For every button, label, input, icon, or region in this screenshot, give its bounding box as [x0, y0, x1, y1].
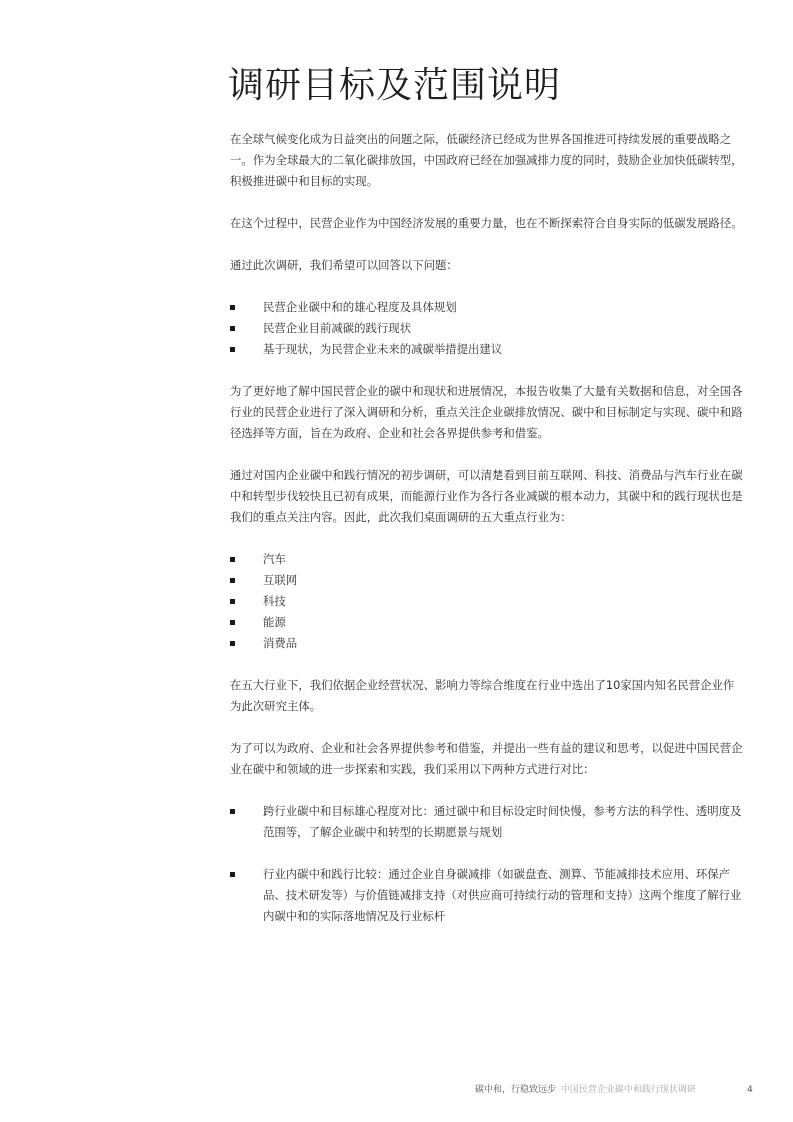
square-bullet-icon	[230, 872, 235, 877]
paragraph-intro-3: 通过此次调研，我们希望可以回答以下问题：	[230, 258, 458, 272]
list-item	[230, 570, 745, 591]
list-item	[230, 591, 745, 612]
list-item	[230, 633, 745, 654]
list-item	[230, 549, 745, 570]
paragraph-body-1: 为了更好地了解中国民营企业的碳中和现状和进展情况，本报告收集了大量有关数据和信息，对全国各行业的民营企业进行了深入调研和分析，重点关注企业碳排放情况、碳中和目标制定与实现、碳中和路径选择等方面，旨在为政府、企业和社会各界提供参考和借鉴。	[230, 384, 743, 440]
square-bullet-icon	[230, 578, 235, 583]
list-item	[230, 801, 745, 843]
list-item	[230, 339, 745, 360]
list-item	[230, 318, 745, 339]
list-item-text: 科技	[263, 594, 286, 608]
list-item-text: 消费品	[263, 636, 298, 650]
footer-report-title: 中国民营企业碳中和践行现状调研	[560, 1085, 696, 1095]
research-questions-list	[230, 297, 745, 360]
footer-caption	[475, 1082, 696, 1098]
list-item-text: 汽车	[263, 552, 286, 566]
list-item-text: 能源	[263, 615, 286, 629]
paragraph-intro-2: 在这个过程中，民营企业作为中国经济发展的重要力量，也在不断探索符合自身实际的低碳发展路径。	[230, 216, 743, 230]
list-item	[230, 297, 745, 318]
page-number: 4	[747, 1085, 753, 1095]
paragraph-body-2: 通过对国内企业碳中和践行情况的初步调研，可以清楚看到目前互联网、科技、消费品与汽车行业在碳中和转型步伐较快且已初有成果，而能源行业作为各行各业减碳的根本动力，其碳中和的践行现状也是我们的重点关注内容。因此，此次我们桌面调研的五大重点行业为：	[230, 468, 743, 524]
list-item	[230, 612, 745, 633]
square-bullet-icon	[230, 305, 235, 310]
main-content	[230, 129, 745, 948]
paragraph-intro-1: 在全球气候变化成为日益突出的问题之际，低碳经济已经成为世界各国推进可持续发展的重要战略之一。作为全球最大的二氧化碳排放国，中国政府已经在加强减排力度的同时，鼓励企业加快低碳转型，积极推进碳中和目标的实现。	[230, 132, 743, 188]
square-bullet-icon	[230, 557, 235, 562]
list-item-text: 民营企业碳中和的雄心程度及具体规划	[263, 300, 457, 314]
paragraph-closing-2: 为了可以为政府、企业和社会各界提供参考和借鉴，并提出一些有益的建议和思考，以促进中国民营企业在碳中和领域的进一步探索和实践，我们采用以下两种方式进行对比：	[230, 741, 743, 776]
square-bullet-icon	[230, 347, 235, 352]
square-bullet-icon	[230, 620, 235, 625]
list-item-text: 互联网	[263, 573, 298, 587]
list-item-text: 行业内碳中和践行比较：通过企业自身碳减排（如碳盘查、测算、节能减排技术应用、环保产品、技术研发等）与价值链减排支持（对供应商可持续行动的管理和支持）这两个维度了解行业内碳中和的实际落地情况及行业标杆	[263, 867, 742, 923]
footer-brand: 碳中和，行稳致远步	[475, 1085, 557, 1095]
page-footer	[0, 1082, 793, 1102]
square-bullet-icon	[230, 809, 235, 814]
comparison-methods-list	[230, 801, 745, 927]
list-item-text: 跨行业碳中和目标雄心程度对比：通过碳中和目标设定时间快慢，参考方法的科学性、透明度及范围等，了解企业碳中和转型的长期愿景与规划	[263, 804, 742, 839]
page-title: 调研目标及范围说明	[228, 65, 562, 106]
square-bullet-icon	[230, 641, 235, 646]
industries-list	[230, 549, 745, 654]
list-item-text: 民营企业目前减碳的践行现状	[263, 321, 412, 335]
list-item-text: 基于现状，为民营企业未来的减碳举措提出建议	[263, 342, 503, 356]
square-bullet-icon	[230, 599, 235, 604]
paragraph-closing-1: 在五大行业下，我们依据企业经营状况、影响力等综合维度在行业中选出了10家国内知名民营企业作为此次研究主体。	[230, 678, 735, 713]
list-item	[230, 864, 745, 927]
square-bullet-icon	[230, 326, 235, 331]
